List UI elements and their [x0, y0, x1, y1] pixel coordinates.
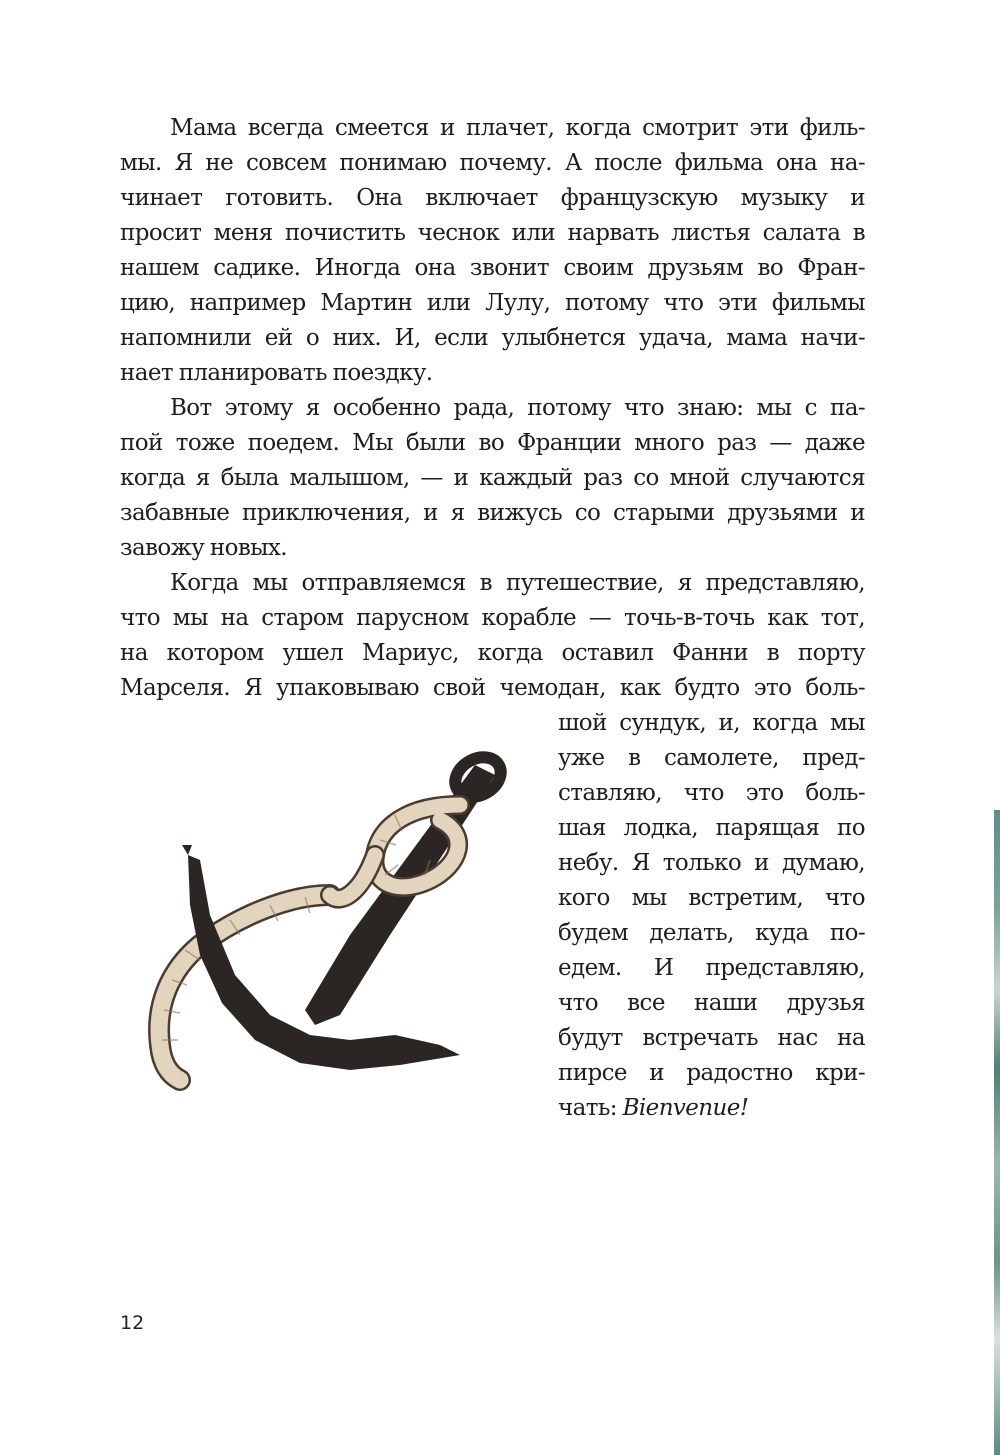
text-line: на котором ушел Мариус, когда оставил Фанни в порту	[120, 640, 865, 666]
text-line: чинает готовить. Она включает французскую музыку и	[120, 185, 865, 211]
text-line: кого мы встретим, что	[558, 885, 865, 911]
text-line: Вот этому я особенно рада, потому что знаю: мы с па-	[170, 395, 865, 421]
text-line: напомнили ей о них. И, если улыбнется удача, мама начи-	[120, 325, 865, 351]
text-line: шой сундук, и, когда мы	[558, 710, 865, 736]
text-line: ставляю, что это боль-	[558, 780, 865, 806]
text-line: небу. Я только и думаю,	[558, 850, 865, 876]
text-line: уже в самолете, пред-	[558, 745, 865, 771]
final-line-italic: Bienvenue!	[622, 1095, 749, 1121]
text-line: нашем садике. Иногда она звонит своим друзьям во Фран-	[120, 255, 865, 281]
text-line: что мы на старом парусном корабле — точь-в-точь как тот,	[120, 605, 865, 631]
final-line-prefix: чать:	[558, 1095, 623, 1121]
text-line: цию, например Мартин или Лулу, потому что эти фильмы	[120, 290, 865, 316]
text-line: пирсе и радостно кри-	[558, 1060, 865, 1086]
text-line: будут встречать нас на	[558, 1025, 865, 1051]
text-line: просит меня почистить чеснок или нарвать листья салата в	[120, 220, 865, 246]
text-line: когда я была малышом, — и каждый раз со мной случаются	[120, 465, 865, 491]
text-line: пой тоже поедем. Мы были во Франции много раз — даже	[120, 430, 865, 456]
text-line: Когда мы отправляемся в путешествие, я представляю,	[170, 570, 865, 596]
text-line: Мама всегда смеется и плачет, когда смотрит эти филь-	[170, 115, 865, 141]
text-line-final	[558, 1090, 865, 1126]
text-line: Марселя. Я упаковываю свой чемодан, как будто это боль-	[120, 675, 865, 701]
page-number: 12	[120, 1312, 145, 1334]
text-line: мы. Я не совсем понимаю почему. А после фильма она на-	[120, 150, 865, 176]
text-line: завожу новых.	[120, 535, 287, 561]
adjacent-page-edge	[994, 810, 1000, 1455]
anchor-with-rope-icon	[140, 745, 520, 1095]
text-line: едем. И представляю,	[558, 955, 865, 981]
text-line: что все наши друзья	[558, 990, 865, 1016]
text-line: будем делать, куда по-	[558, 920, 865, 946]
text-line: шая лодка, парящая по	[558, 815, 865, 841]
text-line: забавные приключения, и я вижусь со старыми друзьями и	[120, 500, 865, 526]
text-line: нает планировать поездку.	[120, 360, 433, 386]
